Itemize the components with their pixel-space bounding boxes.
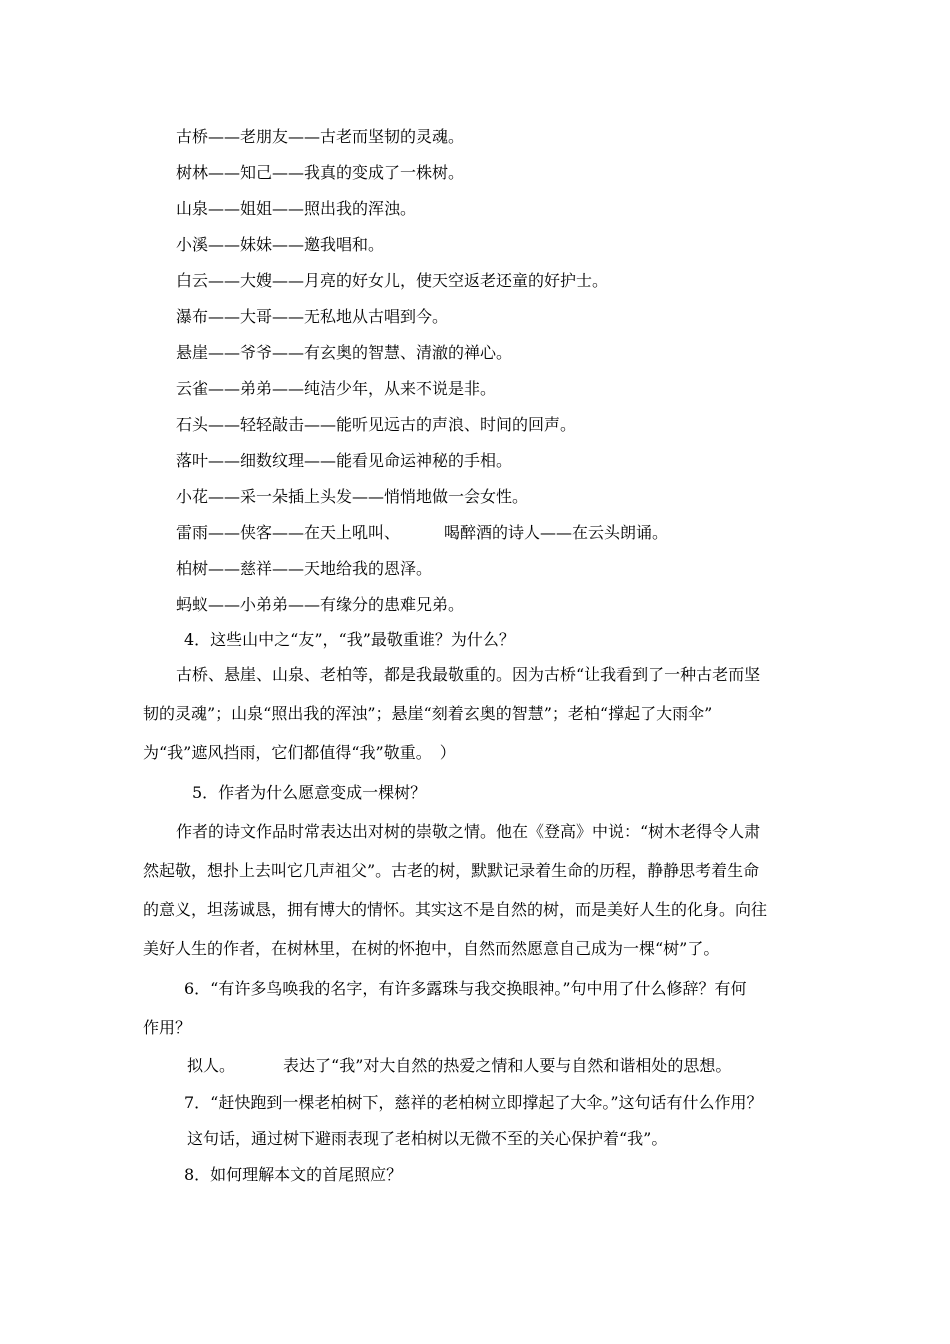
- question-8: 8．如何理解本文的首尾照应？: [184, 1165, 403, 1184]
- pair-thunder-part1: 雷雨——侠客——在天上吼叫、: [176, 523, 401, 542]
- pair-line: 瀑布——大哥——无私地从古唱到今。: [176, 307, 449, 326]
- question-4: 4．这些山中之“友”，“我”最敬重谁？为什么？: [184, 630, 515, 649]
- question-6-line: 作用？: [143, 1018, 192, 1037]
- question-6-line: 6．“有许多鸟唤我的名字，有许多露珠与我交换眼神。”句中用了什么修辞？有何: [184, 979, 747, 998]
- answer-5-line: 作者的诗文作品时常表达出对树的崇敬之情。他在《登高》中说：“树木老得令人肃: [176, 822, 761, 841]
- answer-7: 这句话，通过树下避雨表现了老柏树以无微不至的关心保护着“我”。: [187, 1129, 668, 1148]
- answer-5-line: 的意义，坦荡诚恳，拥有博大的情怀。其实这不是自然的树，而是美好人生的化身。向往: [143, 900, 768, 919]
- answer-4-line: 为“我”遮风挡雨，它们都值得“我”敬重。 ）: [143, 743, 456, 762]
- pair-line: 古桥——老朋友——古老而坚韧的灵魂。: [176, 127, 465, 146]
- pair-line: 小花——采一朵插上头发——悄悄地做一会女性。: [176, 487, 529, 506]
- pair-line: 蚂蚁——小弟弟——有缘分的患难兄弟。: [176, 595, 465, 614]
- question-7: 7．“赶快跑到一棵老柏树下，慈祥的老柏树立即撑起了大伞。”这句话有什么作用？: [184, 1093, 763, 1112]
- pair-line: 落叶——细数纹理——能看见命运神秘的手相。: [176, 451, 513, 470]
- pair-line: 山泉——姐姐——照出我的浑浊。: [176, 199, 417, 218]
- answer-4-line: 古桥、悬崖、山泉、老柏等，都是我最敬重的。因为古桥“让我看到了一种古老而坚: [176, 665, 761, 684]
- question-5: 5．作者为什么愿意变成一棵树？: [192, 783, 427, 802]
- answer-4-line: 韧的灵魂”；山泉“照出我的浑浊”；悬崖“刻着玄奥的智慧”；老柏“撑起了大雨伞”: [143, 704, 713, 723]
- pair-line: 柏树——慈祥——天地给我的恩泽。: [176, 559, 433, 578]
- pair-line: 云雀——弟弟——纯洁少年，从来不说是非。: [176, 379, 497, 398]
- pair-line: 树林——知己——我真的变成了一株树。: [176, 163, 465, 182]
- answer-6: [187, 1056, 731, 1076]
- answer-5-line: 美好人生的作者，在树林里，在树的怀抱中，自然而然愿意自己成为一棵“树”了。: [143, 939, 720, 958]
- pair-line: 石头——轻轻敲击——能听见远古的声浪、时间的回声。: [176, 415, 577, 434]
- answer-6-part2: 表达了“我”对大自然的热爱之情和人要与自然和谐相处的思想。: [283, 1056, 732, 1075]
- answer-5-line: 然起敬，想扑上去叫它几声祖父”。古老的树，默默记录着生命的历程，静静思考着生命: [143, 861, 760, 880]
- pair-line: 白云——大嫂——月亮的好女儿，使天空返老还童的好护士。: [176, 271, 609, 290]
- answer-6-part1: 拟人。: [187, 1056, 236, 1075]
- pair-thunder-part2: 喝醉酒的诗人——在云头朗诵。: [444, 523, 669, 542]
- pair-line-thunder: [176, 523, 668, 543]
- pair-line: 小溪——妹妹——邀我唱和。: [176, 235, 385, 254]
- pair-line: 悬崖——爷爷——有玄奥的智慧、清澈的禅心。: [176, 343, 513, 362]
